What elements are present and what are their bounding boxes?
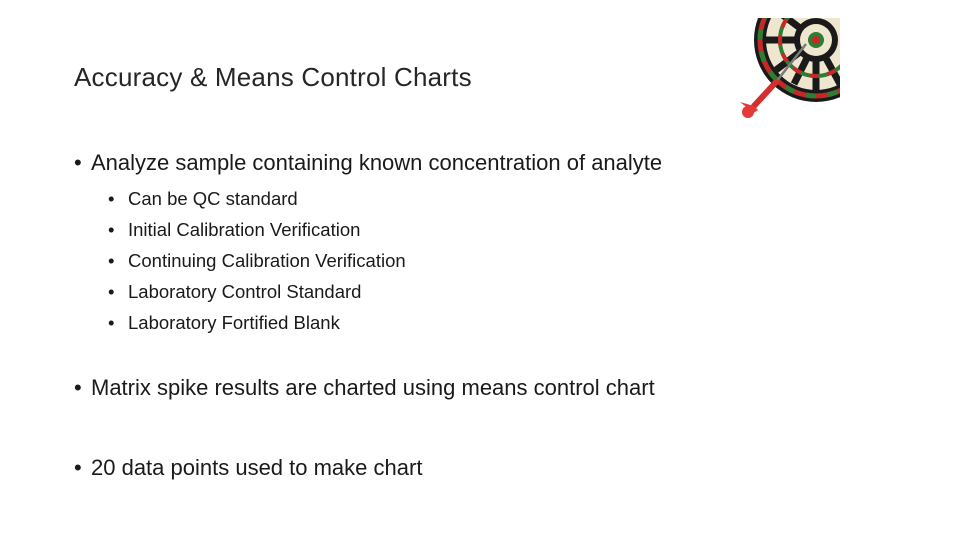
bullet-marker: • — [108, 250, 115, 271]
bullet-text: Analyze sample containing known concentration of analyte — [91, 150, 663, 175]
sub-bullet-item — [108, 276, 406, 307]
sub-bullet-list — [108, 183, 406, 338]
bullet-marker: • — [108, 281, 115, 302]
bullet-marker: • — [74, 150, 82, 175]
bullet-marker: • — [74, 455, 82, 480]
sub-bullet-item — [108, 214, 406, 245]
dartboard-icon — [736, 18, 840, 120]
bullet-item — [74, 375, 655, 401]
sub-bullet-text: Continuing Calibration Verification — [128, 250, 406, 271]
sub-bullet-item — [108, 307, 406, 338]
bullet-text: 20 data points used to make chart — [91, 455, 423, 480]
sub-bullet-item — [108, 245, 406, 276]
sub-bullet-text: Laboratory Fortified Blank — [128, 312, 340, 333]
bullet-item — [74, 150, 662, 176]
bullet-marker: • — [108, 188, 115, 209]
slide-title: Accuracy & Means Control Charts — [74, 62, 472, 92]
sub-bullet-item — [108, 183, 406, 214]
sub-bullet-text: Can be QC standard — [128, 188, 298, 209]
bullet-text: Matrix spike results are charted using means control chart — [91, 375, 655, 400]
bullet-marker: • — [108, 219, 115, 240]
sub-bullet-text: Laboratory Control Standard — [128, 281, 362, 302]
bullet-marker: • — [74, 375, 82, 400]
bullet-marker: • — [108, 312, 115, 333]
sub-bullet-text: Initial Calibration Verification — [128, 219, 361, 240]
bullet-item — [74, 455, 422, 481]
